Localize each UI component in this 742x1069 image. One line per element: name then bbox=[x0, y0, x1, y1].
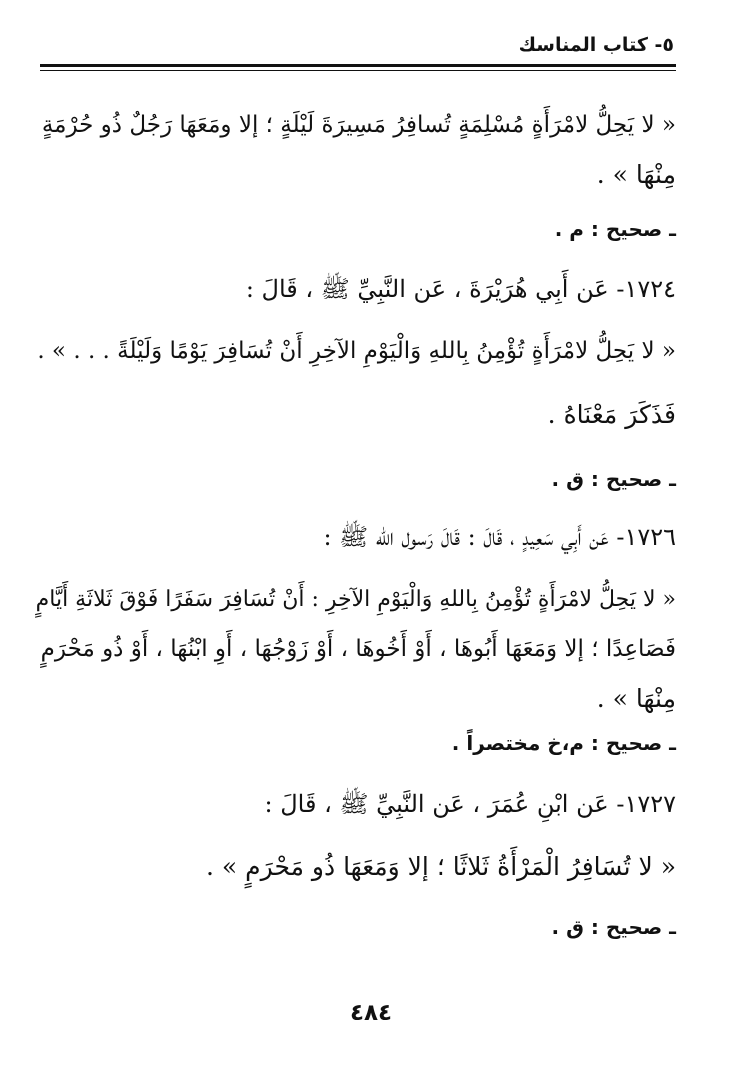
hadith-text-line: مِنْهَا » . bbox=[596, 684, 676, 713]
grading-line: ـ صحيح : م . bbox=[554, 217, 676, 241]
grading-line: ـ صحيح : م،خ مختصراً . bbox=[451, 731, 676, 755]
hadith-chain-line: ١٧٢٦- عَن أَبِي سَعِيدٍ ، قَالَ : قَالَ رَسول الله ﷺ : bbox=[323, 523, 676, 551]
hadith-text-line: « لا يَحِلُّ لامْرَأَةٍ مُسْلِمَةٍ تُسافِرُ مَسِيرَةَ لَيْلَةٍ ؛ إلا ومَعَهَا رَجُلٌ ذُو حُرْمَةٍ bbox=[41, 112, 676, 138]
page-number: ٤٨٤ bbox=[349, 1000, 393, 1026]
hadith-chain-line: ١٧٢٤- عَن أَبِي هُرَيْرَةَ ، عَن النَّبِيِّ ﷺ ، قَالَ : bbox=[245, 275, 676, 303]
hadith-text-line: مِنْهَا » . bbox=[596, 160, 676, 189]
grading-line: ـ صحيح : ق . bbox=[551, 467, 676, 491]
grading-line: ـ صحيح : ق . bbox=[551, 915, 676, 939]
header-rule-thin bbox=[40, 70, 676, 71]
hadith-text-line: « لا تُسَافِرُ الْمَرْأَةُ ثَلاثًا ؛ إلا وَمَعَهَا ذُو مَحْرَمٍ » . bbox=[206, 852, 676, 881]
header-rule-thick bbox=[40, 64, 676, 67]
hadith-text-line: « لا يَحِلُّ لامْرَأَةٍ تُؤْمِنُ بِاللهِ وَالْيَوْمِ الآخِرِ أَنْ تُسَافِرَ يَوْمًا وَلَيْلَةً . . . » . bbox=[37, 338, 676, 364]
narration-note-line: فَذَكَرَ مَعْنَاهُ . bbox=[547, 400, 676, 429]
hadith-chain-line: ١٧٢٧- عَن ابْنِ عُمَرَ ، عَن النَّبِيِّ ﷺ ، قَالَ : bbox=[264, 790, 676, 818]
chapter-header: ٥- كتاب المناسك bbox=[518, 34, 674, 56]
hadith-text-line: « لا يَحِلُّ لامْرَأَةٍ تُؤْمِنُ بِاللهِ وَالْيَوْمِ الآخِرِ : أَنْ تُسَافِرَ سَفَرًا فَوْقَ ثَلاثَةِ أَيَّامٍ bbox=[35, 587, 676, 612]
hadith-text-line: فَصَاعِدًا ؛ إلا وَمَعَهَا أَبُوهَا ، أَوْ أَخُوهَا ، أَوْ زَوْجُهَا ، أَوِ ابْنُهَا ، أَوْ ذُو مَحْرَمٍ bbox=[40, 636, 676, 662]
